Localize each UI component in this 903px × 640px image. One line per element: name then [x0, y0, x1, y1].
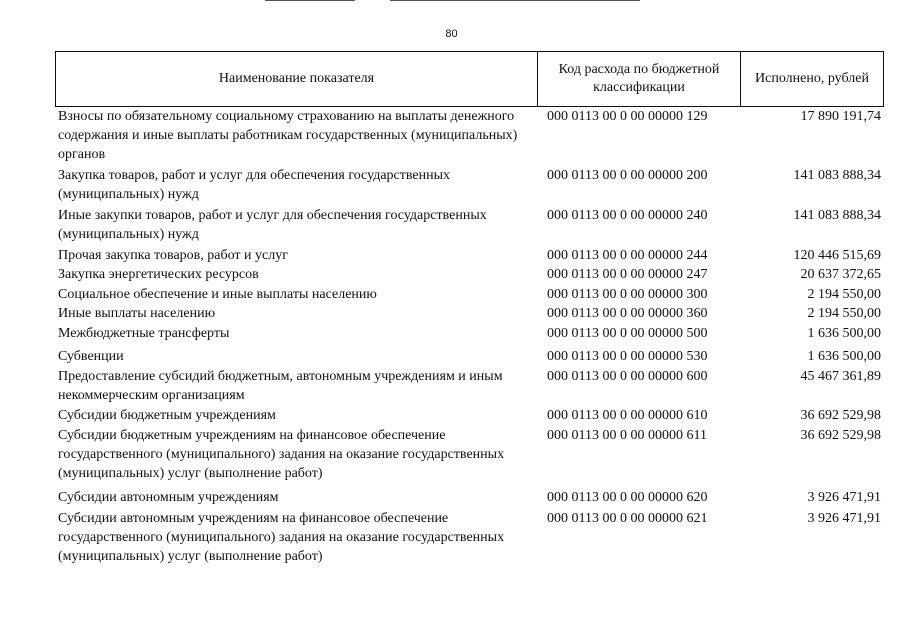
row-amount: 2 194 550,00	[807, 287, 881, 302]
row-amount: 45 467 361,89	[800, 369, 881, 384]
row-name: Межбюджетные трансферты	[58, 326, 230, 341]
row-amount: 3 926 471,91	[807, 490, 881, 505]
row-amount: 20 637 372,65	[800, 267, 881, 282]
header-code: Код расхода по бюджетной классификации	[537, 52, 740, 106]
row-name: Субсидии бюджетным учреждениям	[58, 408, 276, 423]
row-code: 000 0113 00 0 00 00000 129	[547, 109, 708, 124]
row-code: 000 0113 00 0 00 00000 600	[547, 369, 708, 384]
top-rule-right	[390, 0, 640, 1]
row-amount: 3 926 471,91	[807, 511, 881, 526]
row-amount: 1 636 500,00	[807, 326, 881, 341]
row-name: Социальное обеспечение и иные выплаты населению	[58, 287, 377, 302]
row-name: Закупка энергетических ресурсов	[58, 267, 259, 282]
header-name: Наименование показателя	[218, 71, 375, 86]
row-code: 000 0113 00 0 00 00000 611	[547, 428, 707, 443]
row-code: 000 0113 00 0 00 00000 621	[547, 511, 708, 526]
row-name: Иные выплаты населению	[58, 306, 216, 321]
row-code: 000 0113 00 0 00 00000 200	[547, 168, 708, 183]
row-amount: 141 083 888,34	[793, 168, 881, 183]
row-amount: 17 890 191,74	[800, 109, 881, 124]
row-name: Субсидии автономным учреждениям	[58, 490, 279, 505]
row-amount: 2 194 550,00	[807, 306, 881, 321]
row-code: 000 0113 00 0 00 00000 244	[547, 248, 708, 263]
row-amount: 36 692 529,98	[800, 428, 881, 443]
page-number: 80	[445, 28, 458, 40]
header-amount: Исполнено, рублей	[740, 52, 883, 106]
table-header	[55, 51, 884, 107]
row-name: Субвенции	[58, 349, 124, 364]
row-code: 000 0113 00 0 00 00000 610	[547, 408, 708, 423]
row-name: Закупка товаров, работ и услуг для обеспечения государственных (муниципальных) нужд	[58, 168, 451, 202]
row-amount: 36 692 529,98	[800, 408, 881, 423]
row-name: Прочая закупка товаров, работ и услуг	[58, 248, 288, 263]
row-code: 000 0113 00 0 00 00000 620	[547, 490, 708, 505]
row-amount: 141 083 888,34	[793, 208, 881, 223]
row-code: 000 0113 00 0 00 00000 530	[547, 349, 708, 364]
row-amount: 1 636 500,00	[807, 349, 881, 364]
row-name: Предоставление субсидий бюджетным, автономным учреждениям и иным некоммерческим организациям	[58, 369, 503, 403]
row-code: 000 0113 00 0 00 00000 360	[547, 306, 708, 321]
row-name: Субсидии автономным учреждениям на финансовое обеспечение государственного (муниципального) задания на оказание государственных (муниципальных) услуг (выполнение работ)	[58, 511, 505, 564]
row-code: 000 0113 00 0 00 00000 240	[547, 208, 708, 223]
row-amount: 120 446 515,69	[793, 248, 881, 263]
row-name: Взносы по обязательному социальному страхованию на выплаты денежного содержания и иные выплаты работникам государственных (муниципальных) органов	[58, 109, 518, 162]
row-name: Субсидии бюджетным учреждениям на финансовое обеспечение государственного (муниципального) задания на оказание государственных (муниципальных) услуг (выполнение работ)	[58, 428, 505, 481]
row-code: 000 0113 00 0 00 00000 247	[547, 267, 708, 282]
row-code: 000 0113 00 0 00 00000 300	[547, 287, 708, 302]
top-rule-left	[265, 0, 355, 1]
row-name: Иные закупки товаров, работ и услуг для обеспечения государственных (муниципальных) нужд	[58, 208, 487, 242]
row-code: 000 0113 00 0 00 00000 500	[547, 326, 708, 341]
